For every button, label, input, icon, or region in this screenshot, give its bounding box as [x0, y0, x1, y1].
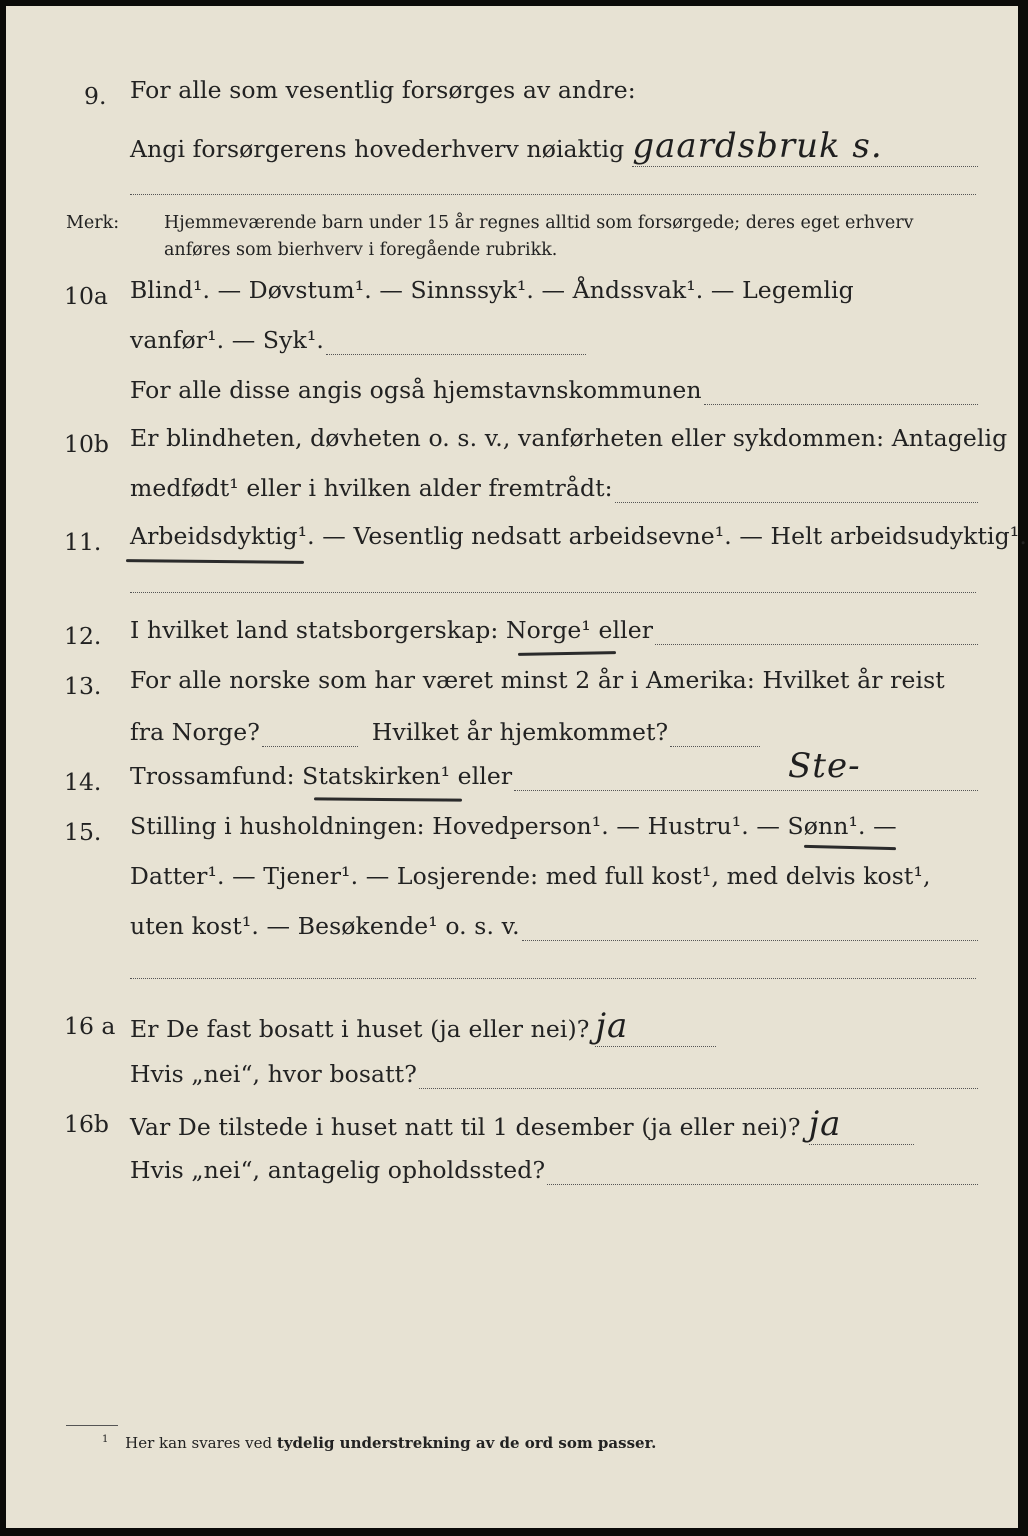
q9-extra-line — [130, 194, 976, 195]
q16a-line1-text: Er De fast bosatt i huset (ja eller nei)? — [130, 1015, 590, 1043]
q15-other-field[interactable] — [522, 940, 978, 941]
q13-line1: For alle norske som har været minst 2 år i Amerika: Hvilket år reist — [130, 666, 945, 694]
q13-line2a: fra Norge? — [130, 718, 260, 746]
q16b-line2-text: Hvis „nei“, antagelig opholdssted? — [130, 1156, 546, 1184]
q15-line1: Stilling i husholdningen: Hovedperson¹. — Hustru¹. — Sønn¹. — — [130, 812, 897, 840]
q15-line3-text: uten kost¹. — Besøkende¹ o. s. v. — [130, 912, 520, 940]
q16b-number: 16b — [64, 1110, 109, 1138]
q15-number: 15. — [64, 818, 102, 846]
merk-line2: anføres som bierhverv i foregående rubrikk. — [164, 240, 558, 260]
footnote-marker: 1 — [102, 1434, 109, 1445]
q16b-answer[interactable]: ja — [809, 1104, 914, 1145]
q15-extra-line — [130, 978, 976, 979]
q10b-age-field[interactable] — [615, 502, 978, 503]
q12-text: I hvilket land statsborgerskap: Norge¹ eller — [130, 616, 654, 644]
footnote-rule — [66, 1425, 118, 1426]
q13-return-year-field[interactable] — [670, 746, 760, 747]
q10b-line2-text: medfødt¹ eller i hvilken alder fremtrådt: — [130, 474, 613, 502]
merk-line1: Hjemmeværende barn under 15 år regnes alltid som forsørgede; deres eget erhverv — [164, 213, 914, 233]
q9-label: Angi forsørgerens hovederhverv nøiaktig — [130, 135, 625, 163]
q10a-line3 — [130, 376, 978, 416]
q10b-line1: Er blindheten, døvheten o. s. v., vanførheten eller sykdommen: Antagelig — [130, 424, 1008, 452]
q9-number: 9. — [84, 82, 107, 110]
q16a-line2 — [130, 1060, 978, 1100]
q13-line2 — [130, 718, 760, 758]
q9-line2 — [130, 126, 978, 166]
q10b-line2 — [130, 474, 978, 514]
q13-departure-year-field[interactable] — [262, 746, 358, 747]
q14-faith-field[interactable] — [514, 790, 978, 791]
q14-annotation: Ste- — [788, 746, 861, 786]
q10b-number: 10b — [64, 430, 109, 458]
q12-country-field[interactable] — [655, 644, 978, 645]
q9-answer[interactable]: gaardsbruk s. — [632, 126, 978, 167]
q10a-line2-text: vanfør¹. — Syk¹. — [130, 326, 324, 354]
q16a-number: 16 a — [64, 1012, 116, 1040]
q10a-line2-field[interactable] — [326, 354, 586, 355]
q10a-line2 — [130, 326, 586, 366]
footnote-plain: Her kan svares ved — [125, 1434, 273, 1452]
q16b-line2 — [130, 1156, 978, 1196]
q11-extra-line — [130, 592, 976, 593]
q10a-hometown-field[interactable] — [704, 404, 978, 405]
q15-line2: Datter¹. — Tjener¹. — Losjerende: med full kost¹, med delvis kost¹, — [130, 862, 931, 890]
q16b-line1-text: Var De tilstede i huset natt til 1 desember (ja eller nei)? — [130, 1113, 801, 1141]
census-form-page — [6, 6, 1027, 1528]
q16a-line2-text: Hvis „nei“, hvor bosatt? — [130, 1060, 417, 1088]
q10a-line1: Blind¹. — Døvstum¹. — Sinnssyk¹. — Åndssvak¹. — Legemlig — [130, 276, 854, 304]
footnote — [102, 1434, 656, 1452]
q10a-number: 10a — [64, 282, 108, 310]
q14-number: 14. — [64, 768, 102, 796]
q10a-line3-text: For alle disse angis også hjemstavnskommunen — [130, 376, 702, 404]
q11-number: 11. — [64, 528, 102, 556]
q12-number: 12. — [64, 622, 102, 650]
merk-label: Merk: — [66, 213, 120, 233]
q15-line3 — [130, 912, 978, 952]
q11-text: Arbeidsdyktig¹. — Vesentlig nedsatt arbeidsevne¹. — Helt arbeidsudyktig¹. — [130, 522, 1027, 550]
q9-line1: For alle som vesentlig forsørges av andre: — [130, 76, 636, 104]
q16b-whereabouts-field[interactable] — [547, 1184, 978, 1185]
q12-line — [130, 616, 978, 656]
footnote-bold: tydelig understrekning av de ord som passer. — [276, 1434, 657, 1452]
q16a-answer[interactable]: ja — [595, 1006, 716, 1047]
q13-number: 13. — [64, 672, 102, 700]
q14-text: Trossamfund: Statskirken¹ eller — [130, 762, 513, 790]
q13-line2b: Hvilket år hjemkommet? — [371, 718, 669, 746]
q16b-line1 — [130, 1104, 914, 1144]
q16a-residence-field[interactable] — [419, 1088, 978, 1089]
q16a-line1 — [130, 1006, 716, 1046]
q11-underline-mark — [126, 559, 304, 564]
